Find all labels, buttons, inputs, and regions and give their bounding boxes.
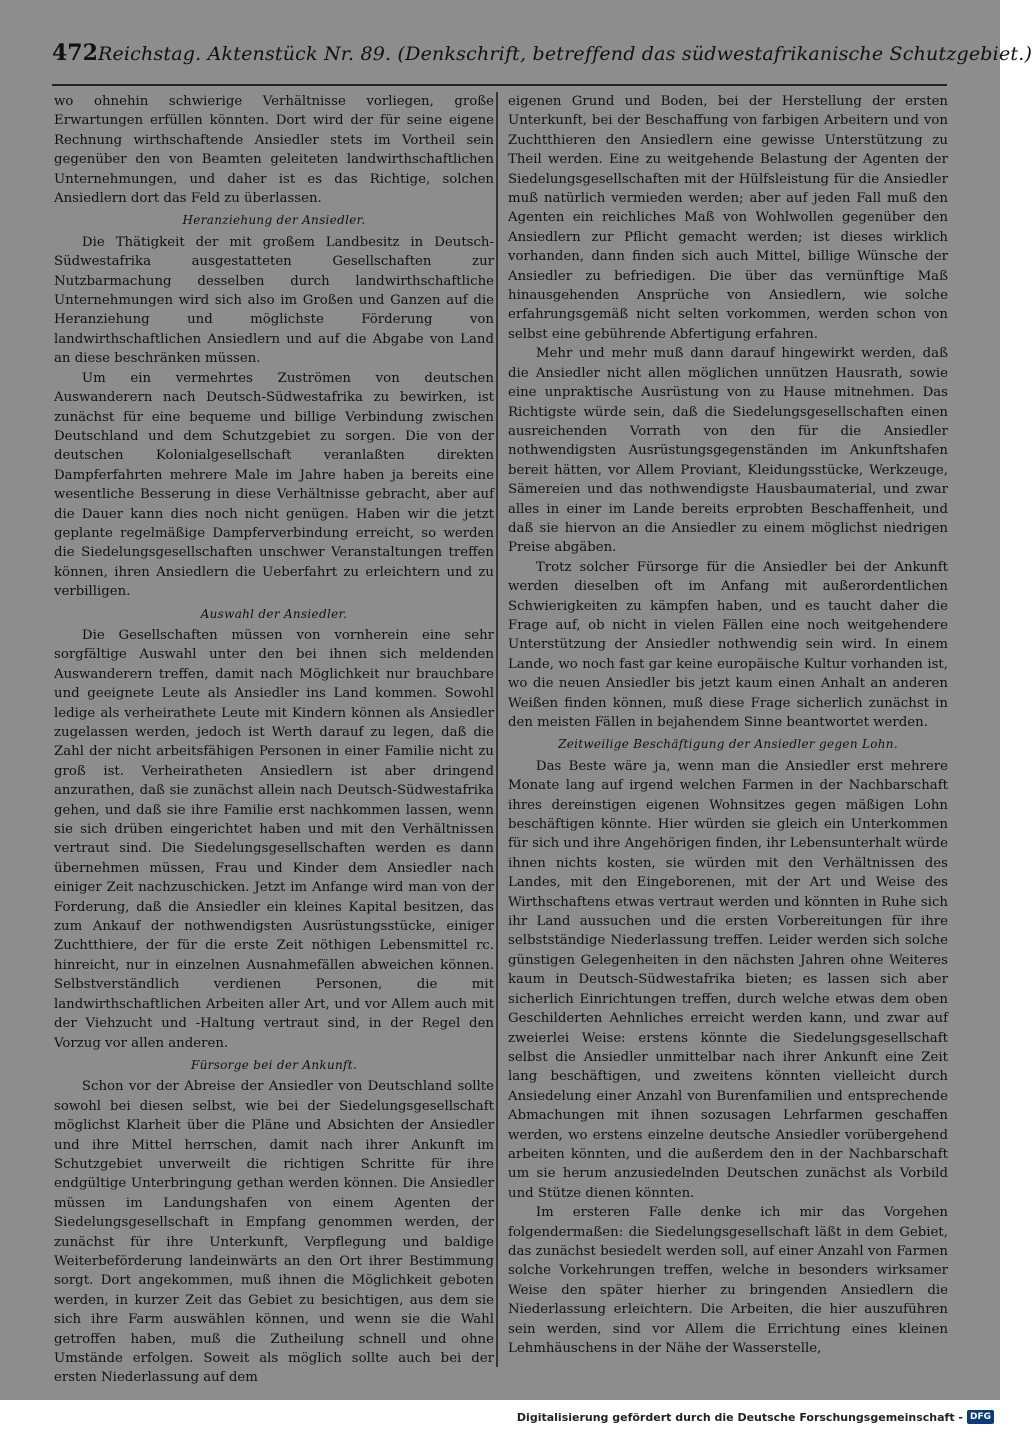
section-heading: Fürsorge bei der Ankunft. — [191, 1057, 357, 1072]
left-column — [54, 92, 494, 1386]
paragraph: Die Thätigkeit der mit großem Landbesitz in Deutsch-Südwestafrika ausgestatteten Gesellschaften zur Nutzbarmachung desselben durch landwirthschaftliche Unternehmungen wird sich also im Großen und Ganzen auf die Heranziehung und möglichste Förderung von landwirthschaftlichen Ansiedlern und auf die Abgabe von Land an diese beschränken müssen. — [54, 234, 494, 367]
column-rule — [496, 92, 498, 1367]
paragraph: eigenen Grund und Boden, bei der Herstellung der ersten Unterkunft, bei der Beschaffung von farbigen Arbeitern und von Zuchtthieren den Ansiedlern eine gewisse Unterstützung zu Theil werden. Eine zu weitgehende Belastung der Agenten der Siedelungsgesellschaften mit der Hülfsleistung für die Ansiedler muß natürlich vermieden werden; aber auf jeden Fall muß den Agenten ein reichliches Maß von Wohlwollen gegenüber den Ansiedlern zur Pflicht gemacht werden; ist dieses wirklich vorhanden, dann finden sich auch Mittel, billige Wünsche der Ansiedler zu befriedigen. Die über das vernünftige Maß hinausgehenden Ansprüche von Ansiedlern, wie solche erfahrungsgemäß nicht selten vorkommen, werden schon von selbst eine gebührende Abfertigung erfahren. — [508, 94, 948, 342]
paragraph: Schon vor der Abreise der Ansiedler von Deutschland sollte sowohl bei diesen selbst, wie bei der Siedelungsgesellschaft möglichst Klarheit über die Pläne und Absichten der Ansiedler und ihre Mittel herrschen, damit nach ihrer Ankunft im Schutzgebiet unverweilt die richtigen Schritte für ihre endgültige Unterbringung gethan werden können. Die Ansiedler müssen im Landungshafen von einem Agenten der Siedelungsgesellschaft in Empfang genommen werden, der zunächst für ihre Unterkunft, Verpflegung und baldige Weiterbeförderung landeinwärts an den Ort ihrer Bestimmung sorgt. Dort angekommen, muß ihnen die Möglichkeit geboten werden, in kurzer Zeit das Gebiet zu besichtigen, aus dem sie sich ihre Farm auswählen können, und wenn sie die Wahl getroffen haben, muß die Zutheilung schnell und ohne Umstände erfolgen. Soweit als möglich sollte auch bei der ersten Niederlassung auf dem — [54, 1079, 494, 1386]
header-rule — [52, 84, 947, 86]
paragraph: Im ersteren Falle denke ich mir das Vorgehen folgendermaßen: die Siedelungsgesellschaft läßt in dem Gebiet, das zunächst besiedelt werden soll, auf einer Anzahl von Farmen solche Vorkehrungen treffen, welche in besonders wirksamer Weise den später hierher zu bringenden Ansiedlern die Niederlassung erleichtern. Die Arbeiten, die hier auszuführen sein werden, sind vor Allem die Errichtung eines kleinen Lehmhäuschens in der Nähe der Wasserstelle, — [508, 1205, 948, 1356]
section-heading: Auswahl der Ansiedler. — [200, 606, 348, 621]
paragraph: wo ohnehin schwierige Verhältnisse vorliegen, große Erwartungen erfüllen könnten. Dort wird der für seine eigene Rechnung wirthschaftende Ansiedler stets im Vortheil sein gegenüber den von Beamten geleiteten landwirthschaftlichen Unternehmungen, und daher ist es das Richtige, solchen Ansiedlern dort das Feld zu überlassen. — [54, 94, 494, 207]
right-column — [508, 92, 948, 1367]
digitization-footer — [517, 1410, 994, 1424]
paragraph: Die Gesellschaften müssen von vornherein eine sehr sorgfältige Auswahl unter den bei ihnen sich meldenden Auswanderern treffen, damit nach Möglichkeit nur brauchbare und geeignete Leute als Ansiedler ins Land kommen. Sowohl ledige als verheirathete Leute mit Kindern können als Ansiedler zugelassen werden, jedoch ist Werth darauf zu legen, daß die Zahl der nicht arbeitsfähigen Personen in einer Familie nicht zu groß ist. Verheiratheten Ansiedlern ist aber dringend anzurathen, daß sie zunächst allein nach Deutsch-Südwestafrika gehen, und daß sie ihre Familie erst nachkommen lassen, wenn sie sich drüben eingerichtet haben und mit den Verhältnissen vertraut sind. Die Siedelungsgesellschaften werden es dann übernehmen müssen, Frau und Kinder dem Ansiedler nach einiger Zeit nachzuschicken. Jetzt im Anfange wird man von der Forderung, daß die Ansiedler ein kleines Kapital besitzen, das zum Ankauf der nothwendigsten Ausrüstungsstücke, einiger Zuchtthiere, der für die erste Zeit nöthigen Lebensmittel rc. hinreicht, nur in einzelnen Ausnahmefällen abweichen können. Selbstverständlich verdienen Personen, die mit landwirthschaftlichen Arbeiten aller Art, und vor Allem auch mit der Viehzucht und -Haltung vertraut sind, in der Regel den Vorzug vor allen anderen. — [54, 627, 494, 1051]
section-heading: Zeitweilige Beschäftigung der Ansiedler gegen Lohn. — [558, 737, 898, 752]
paragraph: Das Beste wäre ja, wenn man die Ansiedler erst mehrere Monate lang auf irgend welchen Farmen in der Nachbarschaft ihres dereinstigen eigenen Wohnsitzes gegen mäßigen Lohn beschäftigen könnte. Hier würden sie gleich ein Unterkommen für sich und ihre Angehörigen finden, ihr Lebensunterhalt würde ihnen nichts kosten, sie würden mit den Verhältnissen des Landes, mit den Eingeborenen, mit der Art und Weise des Wirthschaftens etwas vertraut werden und könnten in Ruhe sich ihr Land aussuchen und die ersten Vorbereitungen für ihre selbstständige Niederlassung treffen. Leider werden sich solche günstigen Gelegenheiten in den nächsten Jahren ohne Weiteres kaum in Deutsch-Südwestafrika bieten; es lassen sich aber sicherlich Einrichtungen treffen, durch welche etwas dem oben Geschilderten Aehnliches erreicht werden kann, und zwar auf zweierlei Weise: erstens könnte die Siedelungsgesellschaft selbst die Ansiedler unmittelbar nach ihrer Ankunft eine Zeit lang beschäftigen, und zweitens könnten vielleicht durch Ansiedelung einer Anzahl von Burenfamilien und entsprechende Abmachungen mit ihnen sozusagen Lehrfarmen geschaffen werden, wo erstens einzelne deutsche Ansiedler vorübergehend arbeiten könnten, und die außerdem den in der Nachbarschaft um sie herum anzusiedelnden Deutschen zunächst als Vorbild und Stütze dienen könnten. — [508, 758, 948, 1201]
page-header — [52, 40, 1032, 74]
footer-text: Digitalisierung gefördert durch die Deutsche Forschungsgemeinschaft - — [516, 1410, 963, 1424]
paragraph: Trotz solcher Fürsorge für die Ansiedler bei der Ankunft werden dieselben oft im Anfang mit außerordentlichen Schwierigkeiten zu kämpfen haben, und es taucht daher die Frage auf, ob nicht in vielen Fällen eine noch weitgehendere Unterstützung der Ansiedler nothwendig sein wird. In einem Lande, wo noch fast gar keine europäische Kultur vorhanden ist, wo die neuen Ansiedler bis jetzt kaum einen Anhalt an anderen Weißen finden können, muß diese Frage sicherlich zunächst in den meisten Fällen in bejahendem Sinne beantwortet werden. — [508, 559, 948, 730]
running-title: Reichstag. Aktenstück Nr. 89. (Denkschrift, betreffend das südwestafrikanische Schutzgebiet.) — [97, 43, 1032, 65]
section-heading: Heranziehung der Ansiedler. — [182, 213, 366, 228]
paragraph: Um ein vermehrtes Zuströmen von deutschen Auswanderern nach Deutsch-Südwestafrika zu bewirken, ist zunächst für eine bequeme und billige Verbindung zwischen Deutschland und dem Schutzgebiet zu sorgen. Die von der deutschen Kolonialgesellschaft veranlaßten direkten Dampferfahrten mehrere Male im Jahre haben ja bereits eine wesentliche Besserung in diese Verhältnisse gebracht, aber auf die Dauer kann dies noch nicht genügen. Haben wir die jetzt geplante regelmäßige Dampferverbindung erreicht, so werden die Siedelungsgesellschaften unschwer Veranstaltungen treffen können, ihren Ansiedlern die Ueberfahrt zu erleichtern und zu verbilligen. — [54, 370, 494, 600]
page-number: 472 — [52, 40, 98, 66]
dfg-logo-icon: DFG — [967, 1410, 994, 1424]
paragraph: Mehr und mehr muß dann darauf hingewirkt werden, daß die Ansiedler nicht allen möglichen unnützen Hausrath, sowie eine unpraktische Ausrüstung von zu Hause mitnehmen. Das Richtigste würde sein, daß die Siedelungsgesellschaften einen ausreichenden Vorrath von den für die Ansiedler nothwendigsten Ausrüstungsgegenständen im Ankunftshafen bereit hätten, vor Allem Proviant, Kleidungsstücke, Werkzeuge, Sämereien und das nothwendigste Hausbaumaterial, und zwar alles in einer im Lande bereits erprobten Beschaffenheit, und daß sie hiervon an die Ansiedler zu einem möglichst niedrigen Preise abgäben. — [508, 346, 948, 556]
